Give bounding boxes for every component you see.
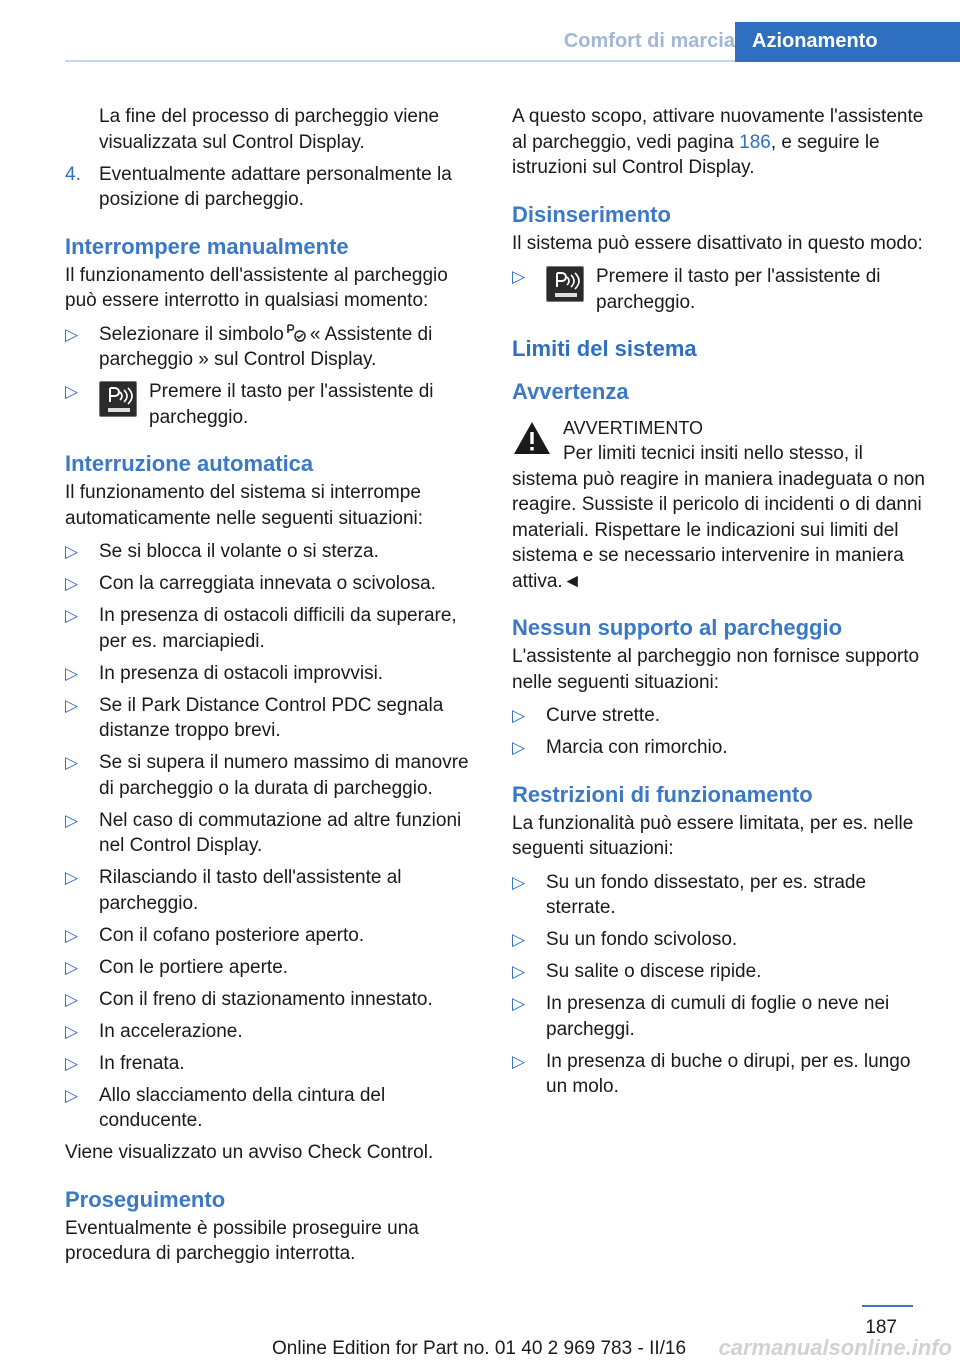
- list-item: [65, 693, 480, 744]
- list-item-text: In presenza di cumuli di foglie o neve nei parcheggi.: [546, 993, 890, 1040]
- list-item-text: « Assistente di parcheggio » sul Control Display.: [99, 323, 433, 370]
- list-item-text: Rilasciando il tasto dell'assistente al parcheggio.: [99, 867, 402, 914]
- list-item-text: Curve strette.: [546, 705, 661, 726]
- page-header: [65, 22, 960, 62]
- heading-auto-interrupt: Interruzione automatica: [65, 451, 314, 476]
- right-column: [512, 104, 932, 1106]
- bullet-marker-icon: ▷: [65, 925, 79, 945]
- page-reference-link[interactable]: 186: [739, 131, 771, 153]
- reactivate-text: A questo scopo, attivare nuovamente l'assistente al parcheggio, vedi pagina: [512, 106, 924, 153]
- list-item: [65, 750, 480, 801]
- parking-assistant-key-icon: [546, 266, 584, 302]
- manual-paragraph: Il funzionamento dell'assistente al parcheggio può essere interrotto in qualsiasi momento:: [65, 264, 448, 311]
- warning-title: AVVERTIMENTO: [563, 418, 704, 438]
- reactivate-text-end: , e seguire le istruzioni sul Control Display.: [512, 131, 880, 178]
- bullet-marker-icon: ▷: [65, 1085, 79, 1105]
- list-item-text: Premere il tasto per l'assistente di parcheggio.: [596, 266, 881, 313]
- bullet-marker-icon: ▷: [65, 868, 79, 887]
- deactivation-paragraph: Il sistema può essere disattivato in questo modo:: [512, 232, 923, 254]
- header-section-title: Comfort di marcia: [563, 30, 735, 52]
- step3-continuation: La fine del processo di parcheggio viene visualizzata sul Control Display.: [99, 106, 440, 153]
- step-4: [65, 162, 480, 213]
- auto-paragraph: Il funzionamento del sistema si interrompe automaticamente nelle seguenti situazioni:: [65, 482, 424, 529]
- list-item-text: In presenza di ostacoli difficili da superare, per es. marciapiedi.: [99, 605, 457, 652]
- heading-system-limits: Limiti del sistema: [512, 336, 697, 361]
- list-item-text: In presenza di buche o dirupi, per es. lungo un molo.: [546, 1050, 911, 1097]
- list-item: [512, 703, 932, 729]
- bullet-marker-icon: ▷: [512, 738, 526, 757]
- manual-list: [65, 322, 480, 431]
- heading-deactivation: Disinserimento: [512, 201, 671, 227]
- list-item-text: Con il freno di stazionamento innestato.: [99, 988, 433, 1010]
- bullet-marker-icon: ▷: [65, 753, 79, 772]
- bullet-marker-icon: ▷: [512, 962, 526, 981]
- list-item: [65, 571, 480, 597]
- left-column: [65, 104, 480, 1267]
- warning-triangle-icon: [512, 420, 552, 456]
- heading-manual-interrupt: Interrompere manualmente: [65, 233, 349, 259]
- bullet-marker-icon: ▷: [65, 606, 79, 625]
- list-item-text: Premere il tasto per l'assistente di parcheggio.: [149, 381, 434, 428]
- list-item: [65, 539, 480, 565]
- restrictions-paragraph: La funzionalità può essere limitata, per es. nelle seguenti situazioni:: [512, 812, 914, 859]
- list-item-text: Con il cofano posteriore aperto.: [99, 924, 365, 946]
- bullet-marker-icon: ▷: [65, 989, 79, 1009]
- bullet-marker-icon: ▷: [512, 267, 526, 286]
- heading-continuation: Proseguimento: [65, 1186, 226, 1212]
- list-item: [65, 923, 480, 949]
- continuation-paragraph: Eventualmente è possibile proseguire una procedura di parcheggio interrotta.: [65, 1217, 419, 1264]
- list-item: [65, 808, 480, 859]
- list-item: [65, 1083, 480, 1134]
- list-item: [65, 865, 480, 916]
- bullet-marker-icon: ▷: [65, 810, 79, 830]
- list-item-text: In presenza di ostacoli improvvisi.: [99, 662, 384, 684]
- list-item-text: Marcia con rimorchio.: [546, 737, 728, 758]
- list-item: [512, 264, 932, 315]
- heading-no-support: Nessun supporto al parcheggio: [512, 615, 843, 640]
- parking-assistant-key-icon: [99, 381, 137, 417]
- list-item: [65, 1051, 480, 1077]
- list-item: [65, 379, 480, 430]
- list-item: [65, 955, 480, 981]
- bullet-marker-icon: ▷: [512, 994, 526, 1013]
- list-item-text: Con le portiere aperte.: [99, 956, 289, 978]
- list-item: [512, 959, 932, 985]
- list-item-text: Allo slacciamento della cintura del conducente.: [99, 1084, 386, 1131]
- page-number: 187: [865, 1317, 897, 1338]
- list-item: [512, 991, 932, 1042]
- list-item: [65, 322, 480, 373]
- header-chapter-tab: Azionamento: [735, 22, 960, 62]
- warning-block: [512, 416, 932, 594]
- step-text: Eventualmente adattare personalmente la posizione di parcheggio.: [99, 163, 452, 210]
- parking-assistant-symbol-icon: [286, 323, 308, 343]
- bullet-marker-icon: ▷: [65, 324, 79, 344]
- bullet-marker-icon: ▷: [65, 957, 79, 977]
- restrictions-list: [512, 870, 932, 1100]
- list-item: [512, 927, 932, 953]
- list-item: [65, 987, 480, 1013]
- list-item: [512, 1049, 932, 1100]
- list-item-text: Su un fondo scivoloso.: [546, 929, 738, 950]
- bullet-marker-icon: ▷: [65, 574, 79, 593]
- heading-restrictions: Restrizioni di funzionamento: [512, 781, 813, 807]
- warning-body: Per limiti tecnici insiti nello stesso, il sistema può reagire in maniera inadeguata o non reagire. Sussiste il pericolo di incidenti o di danni materiali. Rispettare le indicazioni sui limiti del sistema e se necessario intervenire in maniera attiva.◄: [512, 443, 925, 592]
- watermark: carmanualsonline.info: [718, 1335, 952, 1360]
- bullet-marker-icon: ▷: [65, 382, 79, 401]
- list-item-text: Su un fondo dissestato, per es. strade sterrate.: [546, 871, 867, 918]
- list-item: [512, 870, 932, 921]
- bullet-marker-icon: ▷: [512, 930, 526, 949]
- list-item-text: Selezionare il simbolo: [99, 323, 284, 345]
- heading-warning: Avvertenza: [512, 379, 629, 404]
- bullet-marker-icon: ▷: [512, 1051, 526, 1071]
- bullet-marker-icon: ▷: [512, 706, 526, 725]
- reactivate-paragraph: [512, 104, 932, 181]
- list-item-text: Con la carreggiata innevata o scivolosa.: [99, 573, 436, 594]
- no-support-list: [512, 703, 932, 761]
- warning-text: [512, 441, 932, 594]
- no-support-paragraph: L'assistente al parcheggio non fornisce supporto nelle seguenti situazioni:: [512, 646, 920, 693]
- footer-rule: [862, 1305, 913, 1307]
- bullet-marker-icon: ▷: [65, 663, 79, 683]
- list-item: [512, 735, 932, 761]
- bullet-marker-icon: ▷: [65, 542, 79, 561]
- list-item-text: Se si supera il numero massimo di manovre di parcheggio o la durata di parcheggio.: [99, 752, 469, 799]
- list-item-text: Su salite o discese ripide.: [546, 961, 762, 982]
- check-control-note: Viene visualizzato un avviso Check Control.: [65, 1142, 434, 1163]
- list-item-text: Se il Park Distance Control PDC segnala distanze troppo brevi.: [99, 694, 444, 741]
- deactivation-list: [512, 264, 932, 315]
- auto-list: [65, 539, 480, 1134]
- list-item: [65, 661, 480, 687]
- list-item-text: In frenata.: [99, 1052, 185, 1074]
- bullet-marker-icon: ▷: [512, 872, 526, 892]
- list-item: [65, 603, 480, 654]
- bullet-marker-icon: ▷: [65, 1053, 79, 1073]
- step-number: 4.: [65, 163, 81, 185]
- list-item-text: In accelerazione.: [99, 1020, 243, 1042]
- bullet-marker-icon: ▷: [65, 1021, 79, 1041]
- list-item-text: Se si blocca il volante o si sterza.: [99, 541, 379, 562]
- edition-line: Online Edition for Part no. 01 40 2 969 783 - II/16: [272, 1338, 687, 1359]
- list-item: [65, 1019, 480, 1045]
- bullet-marker-icon: ▷: [65, 695, 79, 715]
- list-item-text: Nel caso di commutazione ad altre funzioni nel Control Display.: [99, 809, 462, 856]
